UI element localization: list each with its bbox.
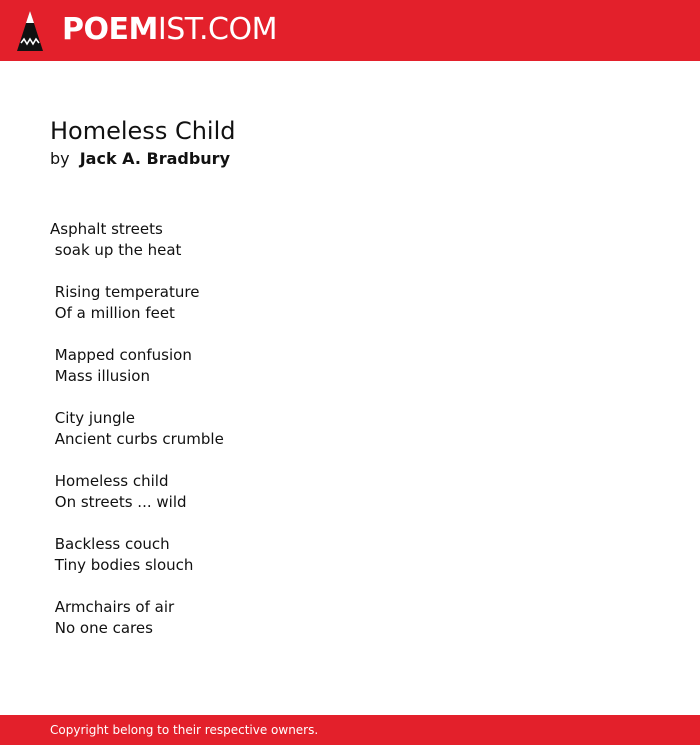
stanza	[50, 534, 224, 576]
poem-line: Rising temperature	[50, 283, 200, 301]
poem-line: Homeless child	[50, 472, 169, 490]
pencil-icon[interactable]	[16, 10, 44, 52]
poem-line: Ancient curbs crumble	[50, 430, 224, 448]
logo-bold-text: POEM	[62, 12, 158, 47]
poem-line: soak up the heat	[50, 241, 182, 259]
stanza	[50, 282, 224, 324]
poem-line: Tiny bodies slouch	[50, 556, 194, 574]
byline	[50, 149, 230, 169]
poem-line: Mapped confusion	[50, 346, 192, 364]
by-label: by	[50, 149, 70, 168]
author-name: Jack A. Bradbury	[79, 149, 230, 168]
site-header	[0, 0, 700, 61]
poem-line: City jungle	[50, 409, 136, 427]
poem-line: On streets ... wild	[50, 493, 187, 511]
stanza	[50, 471, 224, 513]
stanza	[50, 408, 224, 450]
poem-line: Asphalt streets	[50, 220, 163, 238]
site-footer	[0, 715, 700, 745]
stanza	[50, 597, 224, 639]
copyright-text: Copyright belong to their respective owners.	[50, 723, 319, 737]
poem-line: Backless couch	[50, 535, 170, 553]
site-logo[interactable]	[62, 12, 277, 48]
poem-title: Homeless Child	[50, 117, 236, 145]
poem-line: No one cares	[50, 619, 153, 637]
stanza	[50, 219, 224, 261]
poem-line: Armchairs of air	[50, 598, 175, 616]
poem-body	[50, 219, 224, 660]
poem-line: Mass illusion	[50, 367, 150, 385]
logo-light-text: IST.COM	[157, 12, 277, 47]
stanza	[50, 345, 224, 387]
poem-line: Of a million feet	[50, 304, 175, 322]
